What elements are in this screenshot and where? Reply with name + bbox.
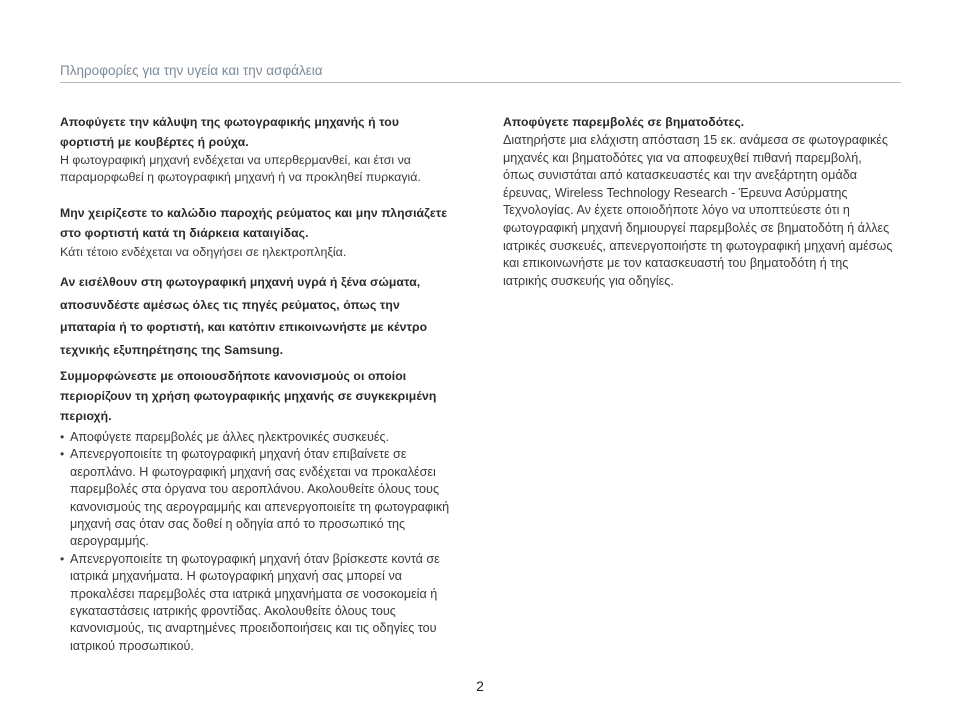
- left-section-1-body: Η φωτογραφική μηχανή ενδέχεται να υπερθερμανθεί, και έτσι να παραμορφωθεί η φωτογραφική μηχανή ή να προκληθεί πυρκαγιά.: [60, 153, 421, 184]
- left-section-3-heading: Αν εισέλθουν στη φωτογραφική μηχανή υγρά ή ξένα σώματα, αποσυνδέστε αμέσως όλες τις πηγές ρεύματος, όπως την μπαταρία ή το φορτιστή, και κατόπιν επικοινωνήστε με κέντρο τεχνικής εξυπηρέτησης της Samsung.: [60, 275, 428, 357]
- bullet-icon: •: [60, 447, 65, 462]
- list-item: [60, 429, 480, 446]
- bullet-icon: •: [60, 551, 65, 566]
- bullet-icon: •: [60, 430, 65, 444]
- left-section-2-heading: Μην χειρίζεστε το καλώδιο παροχής ρεύματος και μην πλησιάζετε στο φορτιστή κατά τη διάρκεια καταιγίδας.: [60, 206, 448, 240]
- list-item: [60, 551, 455, 655]
- bullet-text: Απενεργοποιείτε τη φωτογραφική μηχανή όταν επιβαίνετε σε αεροπλάνο. Η φωτογραφική μηχανή σας ενδέχεται να προκαλέσει παρεμβολές στα όργανα του αεροπλάνου. Ακολουθείτε όλους τους κανονισμούς της αερογραμμής και απενεργοποιείτε τη φωτογραφική μηχανή σας όταν σας δοθεί η οδηγία από το προσωπικό της αερογραμμής.: [70, 447, 450, 549]
- left-section-regulations: [60, 366, 480, 655]
- left-section-storm-warning: [60, 203, 480, 261]
- left-section-cover-warning: [60, 112, 480, 186]
- left-section-4-heading: Συμμορφώνεστε με οποιουσδήποτε κανονισμούς οι οποίοι περιορίζουν τη χρήση φωτογραφικής μηχανής σε συγκεκριμένη περιοχή.: [60, 369, 437, 423]
- page-header: [60, 60, 901, 83]
- left-section-2-body: Κάτι τέτοιο ενδέχεται να οδηγήσει σε ηλεκτροπληξία.: [60, 245, 347, 259]
- bullet-text: Αποφύγετε παρεμβολές με άλλες ηλεκτρονικές συσκευές.: [70, 430, 390, 444]
- page-header-title: Πληροφορίες για την υγεία και την ασφάλεια: [60, 63, 323, 78]
- right-section-1-heading: Αποφύγετε παρεμβολές σε βηματοδότες.: [503, 115, 745, 129]
- regulations-bullet-list: [60, 429, 480, 655]
- page-number: 2: [476, 678, 484, 694]
- left-section-liquid-warning: [60, 271, 480, 361]
- right-section-1-body: Διατηρήστε μια ελάχιστη απόσταση 15 εκ. ανάμεσα σε φωτογραφικές μηχανές και βηματοδότες για να αποφευχθεί πιθανή παρεμβολή, όπως συνιστάται από κατασκευαστές και την ανεξάρτητη ομάδα έρευνας, Wireless Technology Research - Έρευνα Ασύρματης Τεχνολογίας. Αν έχετε οποιοδήποτε λόγο να υποπτεύεστε ότι η φωτογραφική μηχανή δημιουργεί παρεμβολές σε βηματοδότη ή άλλες ιατρικές συσκευές, απενεργοποιήστε τη φωτογραφική μηχανή αμέσως και επικοινωνήστε με τον κατασκευαστή του βηματοδότη ή της ιατρικής συσκευής για οδηγίες.: [503, 133, 893, 288]
- right-section-pacemaker: [503, 112, 903, 290]
- bullet-text: Απενεργοποιείτε τη φωτογραφική μηχανή όταν βρίσκεστε κοντά σε ιατρικά μηχανήματα. Η φωτογραφική μηχανή σας μπορεί να προκαλέσει παρεμβολές στα ιατρικά μηχανήματα σε νοσοκομεία ή εγκαταστάσεις ιατρικής φροντίδας. Ακολουθείτε όλους τους κανονισμούς, τις αναρτημένες προειδοποιήσεις και τις οδηγίες του ιατρικού προσωπικού.: [70, 551, 440, 653]
- list-item: [60, 446, 455, 550]
- left-section-1-heading: Αποφύγετε την κάλυψη της φωτογραφικής μηχανής ή του φορτιστή με κουβέρτες ή ρούχα.: [60, 115, 400, 149]
